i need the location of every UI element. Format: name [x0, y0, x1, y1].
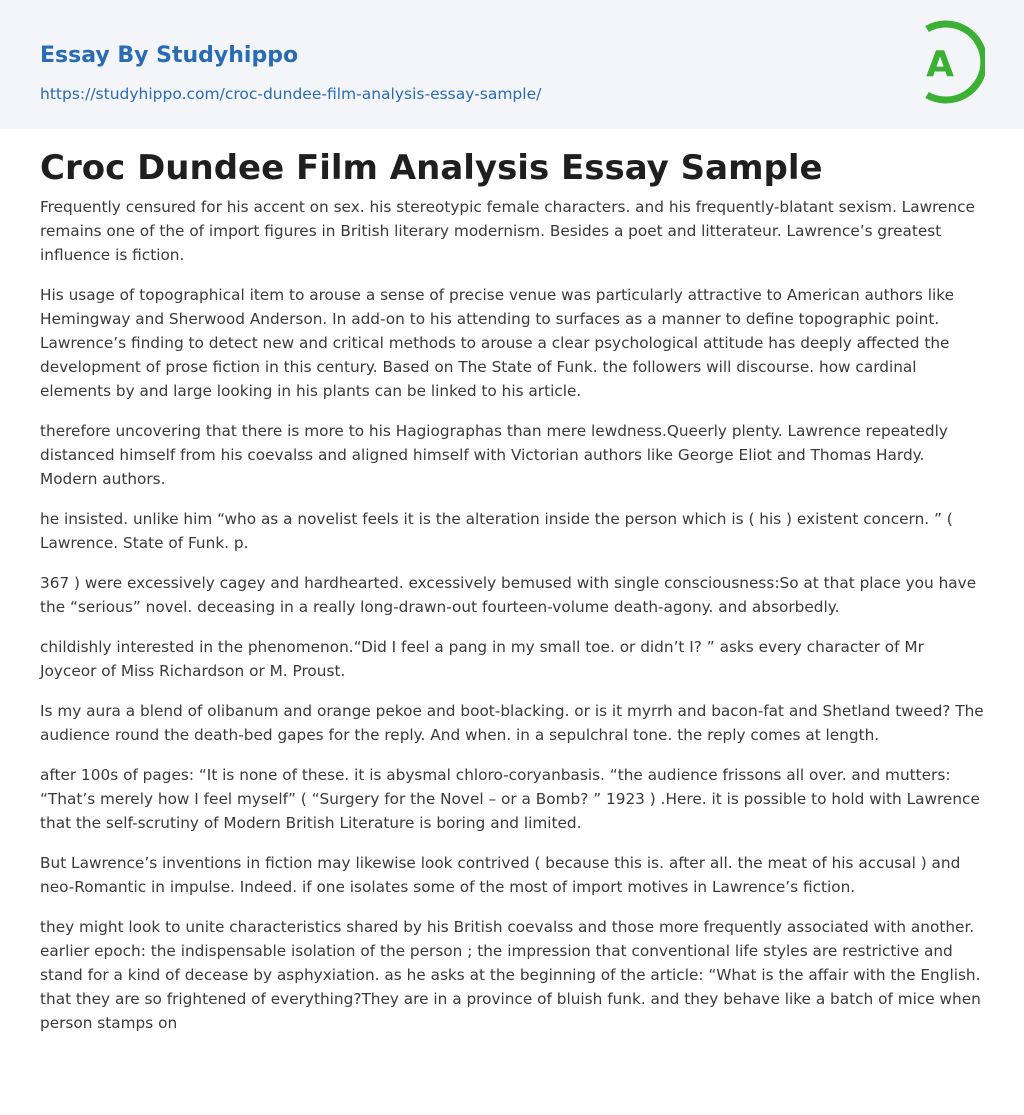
article-title: Croc Dundee Film Analysis Essay Sample [40, 148, 823, 188]
paragraph: Is my aura a blend of olibanum and orange pekoe and boot-blacking. or is it myrrh and bacon-fat and Shetland tweed? The audience round the death-bed gapes for the reply. And when. in a sepulchral tone. the reply comes at length. [40, 702, 984, 744]
logo-letter: A [926, 44, 954, 85]
article-url-link[interactable]: https://studyhippo.com/croc-dundee-film-analysis-essay-sample/ [40, 85, 542, 103]
paragraph: 367 ) were excessively cagey and hardhearted. excessively bemused with single consciousness:So at that place you have the “serious” novel. deceasing in a really long-drawn-out fourteen-volume death-agony. and absorbedly. [40, 574, 977, 616]
article-body [0, 129, 1024, 1035]
studyhippo-logo-icon[interactable] [913, 19, 985, 105]
site-brand[interactable]: Essay By Studyhippo [40, 43, 299, 68]
article-paragraphs [40, 195, 984, 1035]
paragraph: Frequently censured for his accent on sex. his stereotypic female characters. and his frequently-blatant sexism. Lawrence remains one of the of import figures in British literary modernism. Besides a poet and litterateur. Lawrence’s greatest influence is fiction. [40, 198, 975, 264]
paragraph: they might look to unite characteristics shared by his British coevalss and those more frequently associated with another. earlier epoch: the indispensable isolation of the person ; the impression that conventional life styles are restrictive and stand for a kind of decease by asphyxiation. as he asks at the beginning of the article: “What is the affair with the English. that they are so frightened of everything?They are in a province of bluish funk. and they behave like a batch of mice when person stamps on [40, 918, 981, 1032]
site-header [0, 0, 1024, 129]
paragraph: childishly interested in the phenomenon.“Did I feel a pang in my small toe. or didn’t I? ” asks every character of Mr Joyceor of Miss Richardson or M. Proust. [40, 638, 924, 680]
paragraph: after 100s of pages: “It is none of these. it is abysmal chloro-coryanbasis. “the audience frissons all over. and mutters: “That’s merely how I feel myself” ( “Surgery for the Novel – or a Bomb? ” 1923 ) .Here. it is possible to hold with Lawrence that the self-scrutiny of Modern British Literature is boring and limited. [40, 766, 980, 832]
paragraph: therefore uncovering that there is more to his Hagiographas than mere lewdness.Queerly plenty. Lawrence repeatedly distanced himself from his coevalss and aligned himself with Victorian authors like George Eliot and Thomas Hardy. Modern authors. [40, 422, 948, 488]
paragraph: he insisted. unlike him “who as a novelist feels it is the alteration inside the person which is ( his ) existent concern. ” ( Lawrence. State of Funk. p. [40, 510, 953, 552]
paragraph: His usage of topographical item to arouse a sense of precise venue was particularly attractive to American authors like Hemingway and Sherwood Anderson. In add-on to his attending to surfaces as a manner to define topographic point. Lawrence’s finding to detect new and critical methods to arouse a clear psychological attitude has deeply affected the development of prose fiction in this century. Based on The State of Funk. the followers will discourse. how cardinal elements by and large looking in his plants can be linked to his article. [40, 286, 954, 400]
paragraph: But Lawrence’s inventions in fiction may likewise look contrived ( because this is. after all. the meat of his accusal ) and neo-Romantic in impulse. Indeed. if one isolates some of the most of import motives in Lawrence’s fiction. [40, 854, 961, 896]
